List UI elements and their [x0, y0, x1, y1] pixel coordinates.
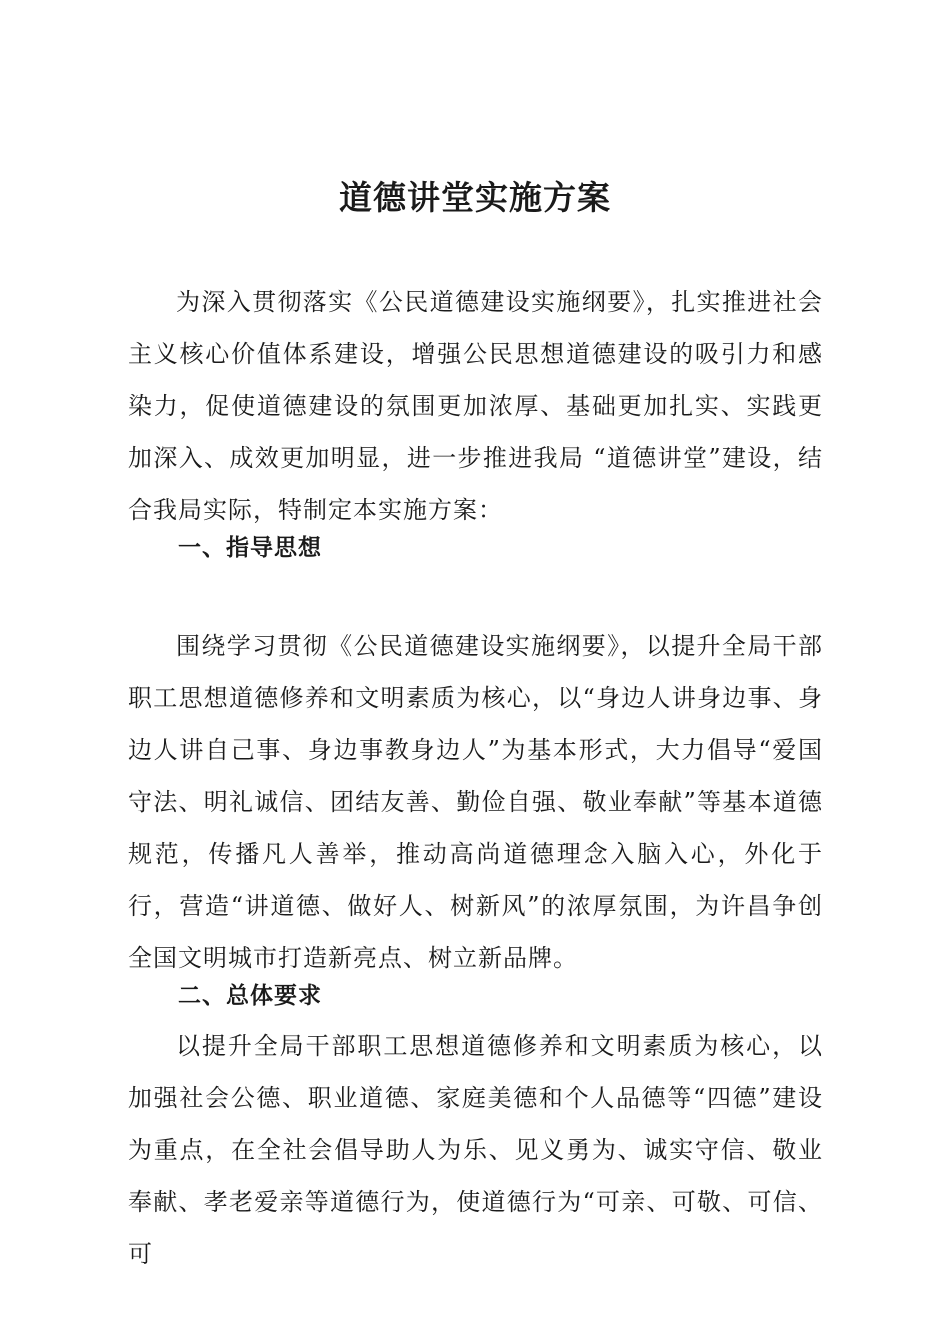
section-body-general-requirements: 以提升全局干部职工思想道德修养和文明素质为核心，以加强社会公德、职业道德、家庭美德和个人品德等“四德”建设为重点，在全社会倡导助人为乐、见义勇为、诚实守信、敬业奉献、孝老爱亲等道德行为，使道德行为“可亲、可敬、可信、可 — [128, 1032, 823, 1268]
document-title: 道德讲堂实施方案 — [339, 178, 611, 217]
intro-paragraph: 为深入贯彻落实《公民道德建设实施纲要》，扎实推进社会主义核心价值体系建设，增强公民思想道德建设的吸引力和感染力，促使道德建设的氛围更加浓厚、基础更加扎实、实践更加深入、成效更加明显，进一步推进我局 “道德讲堂”建设，结合我局实际，特制定本实施方案： — [128, 288, 823, 524]
section-heading-general-requirements: 二、总体要求 — [178, 983, 322, 1009]
section-heading-guiding-ideology: 一、指导思想 — [178, 535, 322, 561]
section-body-guiding-ideology: 围绕学习贯彻《公民道德建设实施纲要》，以提升全局干部职工思想道德修养和文明素质为核心，以“身边人讲身边事、身边人讲自己事、身边事教身边人”为基本形式，大力倡导“爱国守法、明礼诚信、团结友善、勤俭自强、敬业奉献”等基本道德规范，传播凡人善举，推动高尚道德理念入脑入心，外化于行，营造“讲道德、做好人、树新风”的浓厚氛围，为许昌争创全国文明城市打造新亮点、树立新品牌。 — [128, 632, 823, 972]
